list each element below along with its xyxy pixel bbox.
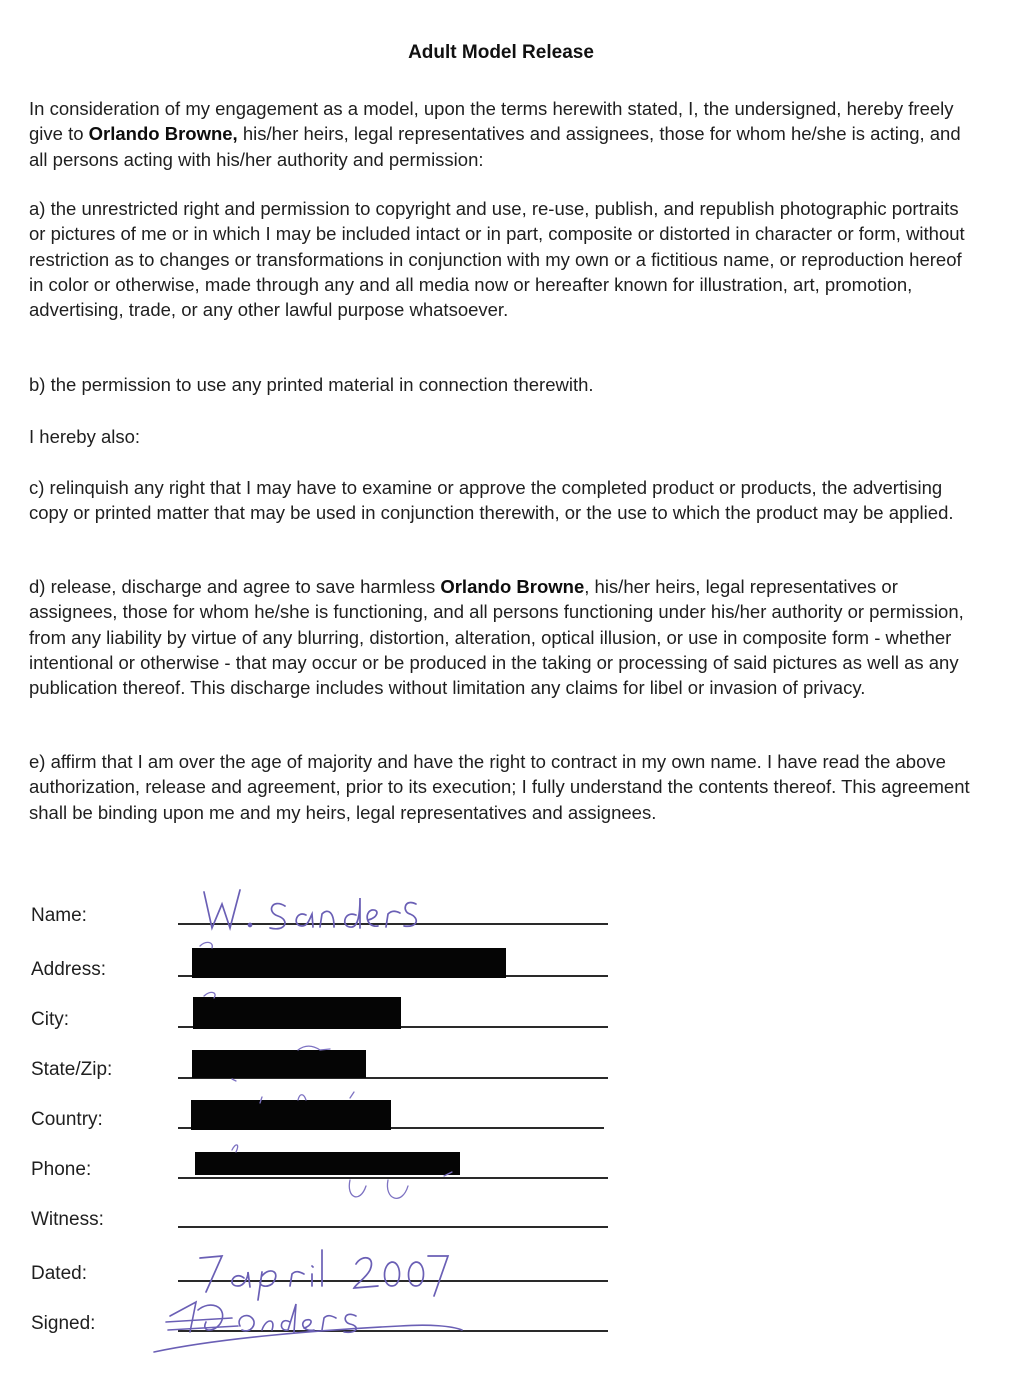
dated-label: Dated: xyxy=(31,1263,87,1284)
photographer-name: Orlando Browne, xyxy=(88,123,238,145)
name-label: Name: xyxy=(31,905,87,926)
handwritten-name xyxy=(204,890,416,929)
document-title: Adult Model Release xyxy=(408,42,594,63)
phone-label: Phone: xyxy=(31,1159,92,1180)
intro-text-end: his/her heirs, legal representatives and assignees, those for whom he/she is acting, and all persons acting with his/her authority and permission: xyxy=(29,123,961,170)
handwritten-date xyxy=(200,1250,448,1300)
intro-text-start: In consideration of my engagement as a model, upon the terms herewith stated, I, the undersigned, hereby freely give to xyxy=(29,98,954,145)
handwriting-fragments xyxy=(200,942,452,1198)
address-label: Address: xyxy=(31,959,106,980)
signed-label: Signed: xyxy=(31,1313,96,1334)
clause-d-end: , his/her heirs, legal representatives or assignees, those for whom he/she is functioning, and all persons functioning under his/her authority or permission, from any liability by virtue of any blurring, distortion, alteration, optical illusion, or use in composite form - whether intentional or otherwise - that may occur or be produced in the taking or processing of said pictures as well as any publication thereof. This discharge includes without limitation any claims for libel or invasion of privacy. xyxy=(29,576,964,699)
clause-a: a) the unrestricted right and permission to copyright and use, re-use, publish, and republish photographic portraits or pictures of me or in which I may be included intact or in part, composite or distorted in character or form, without restriction as to changes or transformations in conjunction with my own or a fictitious name, or reproduction hereof in color or otherwise, made through any and all media now or hereafter known for illustration, art, promotion, advertising, trade, or any other lawful purpose whatsoever. xyxy=(29,198,965,321)
witness-label: Witness: xyxy=(31,1209,104,1230)
clause-b: b) the permission to use any printed material in connection therewith. xyxy=(29,374,594,395)
handwritten-signature xyxy=(154,1302,462,1352)
also-heading: I hereby also: xyxy=(29,426,141,447)
city-label: City: xyxy=(31,1009,69,1030)
clause-c: c) relinquish any right that I may have to examine or approve the completed product or products, the advertising copy or printed matter that may be used in conjunction therewith, or the use to which the product may be applied. xyxy=(29,477,954,524)
statezip-label: State/Zip: xyxy=(31,1059,113,1080)
clause-e: e) affirm that I am over the age of majority and have the right to contract in my own name. I have read the above authorization, release and agreement, prior to its execution; I fully understand the contents thereof. This agreement shall be binding upon me and my heirs, legal representatives and assignees. xyxy=(29,751,970,823)
photographer-name-2: Orlando Browne xyxy=(440,576,585,597)
clause-d-start: d) release, discharge and agree to save harmless xyxy=(29,576,441,597)
country-label: Country: xyxy=(31,1109,103,1130)
